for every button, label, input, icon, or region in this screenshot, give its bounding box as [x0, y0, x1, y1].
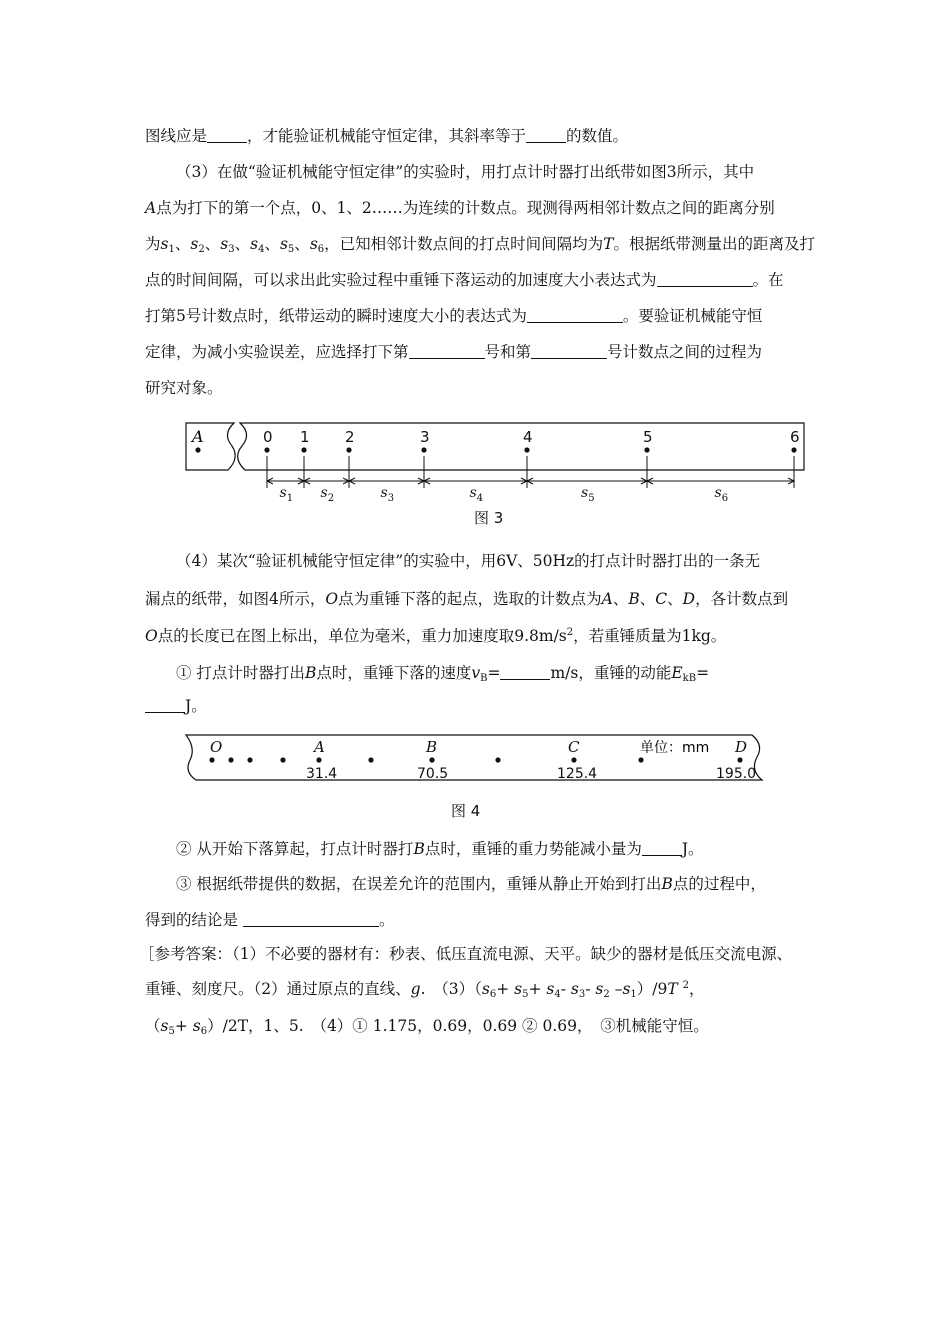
fig4-dot [571, 757, 576, 762]
answer-blank [145, 696, 185, 713]
answer-line-3: $(s_5+ s_6)/2T$，1、5. （4）① 1.175，0.69，0.69 ② 0.69， ③机械能守恒。 [145, 1017, 709, 1037]
fig4-distance-label: 125.4 [557, 766, 598, 782]
text-line-4: 为$s_1$、$s_2$、$s_3$、$s_4$、$s_5$、$s_6$，已知相邻计数点间的打点时间间隔均为T。根据纸带测量出的距离及打 [145, 235, 816, 255]
fig3-arrow-left [647, 478, 653, 484]
fig4-letter-label: C [568, 738, 580, 756]
fig4-letter-label: D [735, 738, 748, 756]
fig4-letter-label: A [314, 738, 325, 756]
fig3-segment-label: $s_3$ [380, 485, 395, 504]
fig3-arrow-right [641, 478, 647, 484]
fig3-segment-label: $s_5$ [581, 485, 595, 504]
fig3-number-label: 6 [790, 428, 800, 446]
text: ，才能验证机械能守恒定律，其斜率等于 [247, 127, 527, 145]
text: 的数值。 [566, 127, 629, 145]
fig4-distance-label: 195.0 [716, 766, 757, 782]
fig3-arrow-left [424, 478, 430, 484]
fig3-arrow-right [521, 478, 527, 484]
fig3-count-dot [524, 447, 529, 452]
fig4-letter-label: O [210, 738, 223, 756]
fig3-count-dot [421, 447, 426, 452]
fig3-count-dot [346, 447, 351, 452]
text-line-3: A点为打下的第一个点，0、1、2……为连续的计数点。现测得两相邻计数点之间的距离分别 [145, 199, 775, 217]
fig4-dot [247, 757, 252, 762]
fig3-arrow-left [304, 478, 310, 484]
fig3-arrow-right [788, 478, 794, 484]
text-line-11: O点的长度已在图上标出，单位为毫米，重力加速度取$9.8m/s^2$，若重锤质量为1kg。 [145, 627, 727, 645]
fig3-arrow-left [527, 478, 533, 484]
fig4-unit-label: 单位：mm [640, 740, 710, 756]
fig3-number-label: 1 [300, 428, 310, 446]
fig4-dot [737, 757, 742, 762]
fig3-arrow-right [343, 478, 349, 484]
text-line-5: 点的时间间隔，可以求出此实验过程中重锤下落运动的加速度大小表达式为 。在 [145, 271, 784, 289]
fig3-count-dot [264, 447, 269, 452]
answer-blank [526, 126, 566, 143]
fig3-number-label: 2 [345, 428, 355, 446]
answer-line-2: 重锤、刻度尺。（2）通过原点的直线、g. $(3)(s_6+ s_5+ s_4-$ $s_3-$ $s_2$ $-s_1)/9T$ $^2$， [145, 980, 705, 1000]
fig4-dot [316, 757, 321, 762]
fig3-number-label: 3 [420, 428, 430, 446]
answer-blank [642, 839, 682, 856]
answer-blank [527, 306, 623, 323]
answer-blank [657, 270, 753, 287]
fig3-number-label: 5 [643, 428, 653, 446]
text-line-2: （3）在做“验证机械能守恒定律”的实验时，用打点计时器打出纸带如图3所示，其中 [176, 163, 755, 181]
fig3-label-A: A [192, 427, 204, 446]
figure-4-caption: 图 4 [451, 802, 481, 820]
answer-line-1: ［参考答案：（1）不必要的器材有：秒表、低压直流电源、天平。缺少的器材是低压交流电源、 [139, 945, 793, 963]
fig4-letter-label: B [426, 738, 438, 756]
answer-blank [409, 342, 485, 359]
fig3-segment-label: $s_2$ [320, 485, 335, 504]
text-line-12: ① 打点计时器打出B点时，重锤下落的速度$v_B= m/s$，重锤的动能$E_{kB}=$ [176, 664, 710, 684]
text-line-10: 漏点的纸带，如图4所示，O点为重锤下落的起点，选取的计数点为A、B、C、D，各计数点到 [145, 590, 789, 608]
text-line-7: 定律，为减小实验误差，应选择打下第 号和第 号计数点之间的过程为 [145, 343, 763, 361]
fig4-dot [495, 757, 500, 762]
answer-blank [243, 910, 379, 927]
fig3-dot-A [195, 447, 200, 452]
fig3-arrow-right [418, 478, 424, 484]
text: 图线应是 [145, 127, 208, 145]
fig4-distance-label: 31.4 [306, 766, 338, 782]
fig3-arrow-left [349, 478, 355, 484]
fig4-dot [368, 757, 373, 762]
fig3-arrow-right [298, 478, 304, 484]
text-line-8: 研究对象。 [145, 379, 223, 397]
fig4-dot [228, 757, 233, 762]
fig3-number-label: 4 [523, 428, 533, 446]
text-line-15: ③ 根据纸带提供的数据，在误差允许的范围内，重锤从静止开始到打出B点的过程中， [176, 875, 766, 893]
fig3-arrow-left [267, 478, 273, 484]
text-line-6: 打第5号计数点时，纸带运动的瞬时速度大小的表达式为 。要验证机械能守恒 [145, 307, 763, 325]
fig3-segment-label: $s_4$ [469, 485, 484, 504]
fig3-segment-label: $s_6$ [714, 485, 729, 504]
text-line-16: 得到的结论是 。 [145, 911, 395, 929]
text-line-14: ② 从开始下落算起，打点计时器打B点时，重锤的重力势能减小量为 J。 [176, 840, 704, 858]
fig3-count-dot [644, 447, 649, 452]
figure-3-caption: 图 3 [474, 509, 504, 527]
answer-blank [531, 342, 607, 359]
fig4-dot [280, 757, 285, 762]
fig4-dot [209, 757, 214, 762]
answer-blank [207, 126, 247, 143]
text-line-13: J。 [145, 690, 815, 722]
text-line-9: （4）某次“验证机械能守恒定律”的实验中，用6V、50Hz的打点计时器打出的一条无 [176, 552, 761, 570]
fig4-dot [429, 757, 434, 762]
fig4-dot [638, 757, 643, 762]
answer-blank [500, 663, 550, 680]
fig3-number-label: 0 [263, 428, 273, 446]
fig3-count-dot [301, 447, 306, 452]
fig4-distance-label: 70.5 [417, 766, 449, 782]
text-line-1 [145, 120, 815, 152]
fig3-count-dot [791, 447, 796, 452]
fig3-segment-label: $s_1$ [279, 485, 294, 504]
